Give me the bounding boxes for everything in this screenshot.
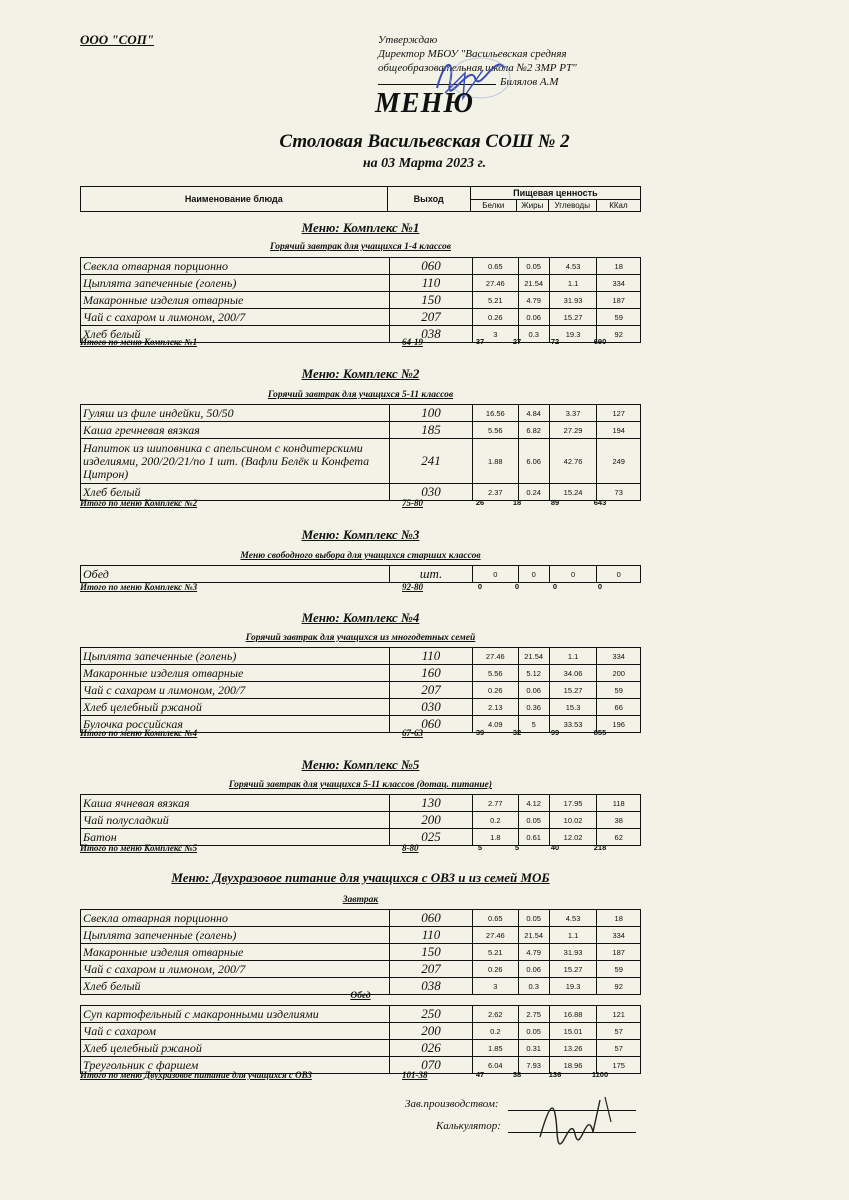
dish-fats: 0.06 xyxy=(518,682,549,699)
total-proteins: 0 xyxy=(477,582,483,591)
table-row xyxy=(81,566,641,583)
total-kcal: 0 xyxy=(597,582,603,591)
dish-fats: 4.12 xyxy=(518,795,549,812)
section-subtitle: Горячий завтрак для учащихся 1-4 классов xyxy=(269,242,452,252)
dish-kcal: 18 xyxy=(597,910,641,927)
total-price: 67-63 xyxy=(402,728,423,738)
dish-proteins: 0.26 xyxy=(472,309,518,326)
total-proteins: 37 xyxy=(475,337,485,346)
dish-proteins: 0.65 xyxy=(472,910,518,927)
dish-fats: 5 xyxy=(518,716,549,733)
table-row xyxy=(81,944,641,961)
dish-carbs: 3.37 xyxy=(549,405,597,422)
total-price: 92-80 xyxy=(402,582,423,592)
dish-name: Хлеб белый xyxy=(81,978,390,995)
twomeal-lunch-table xyxy=(80,1005,641,1074)
dish-proteins: 16.56 xyxy=(472,405,518,422)
total-proteins: 5 xyxy=(477,843,483,852)
dish-kcal: 38 xyxy=(597,812,641,829)
dish-name: Обед xyxy=(81,566,390,583)
dish-fats: 7.93 xyxy=(518,1057,549,1074)
dish-fats: 0 xyxy=(518,566,549,583)
dish-kcal: 187 xyxy=(597,944,641,961)
dish-name: Хлеб белый xyxy=(81,484,390,501)
section-title: Меню: Комплекс №2 xyxy=(301,366,420,381)
column-header-table xyxy=(80,186,641,212)
dish-proteins: 27.46 xyxy=(472,927,518,944)
dish-kcal: 59 xyxy=(597,961,641,978)
dish-output: 070 xyxy=(390,1057,473,1074)
complex2-table xyxy=(80,404,641,501)
dish-name: Напиток из шиповника с апельсином с кондитерскими изделиями, 200/20/21/по 1 шт. (Вафли Белёк и Конфета Цитрон) xyxy=(81,439,390,484)
dish-output: 150 xyxy=(390,944,473,961)
calculator-label: Калькулятор: xyxy=(436,1120,501,1132)
dish-fats: 0.05 xyxy=(518,812,549,829)
page-title: МЕНЮ xyxy=(375,88,474,119)
table-row xyxy=(81,961,641,978)
total-label: Итого по меню Комплекс №1 xyxy=(80,337,198,347)
dish-fats: 6.06 xyxy=(518,439,549,484)
dish-proteins: 0.2 xyxy=(472,1023,518,1040)
dish-proteins: 5.56 xyxy=(472,422,518,439)
dish-carbs: 1.1 xyxy=(549,927,597,944)
dish-output: 207 xyxy=(390,682,473,699)
production-manager-label: Зав.производством: xyxy=(405,1098,499,1110)
dish-name: Чай с сахаром и лимоном, 200/7 xyxy=(81,682,390,699)
total-label: Итого по меню Комплекс №2 xyxy=(80,498,198,508)
dish-proteins: 0.2 xyxy=(472,812,518,829)
dish-kcal: 121 xyxy=(597,1006,641,1023)
dish-fats: 0.06 xyxy=(518,961,549,978)
menu-date: на 03 Марта 2023 г. xyxy=(362,156,487,171)
total-fats: 5 xyxy=(514,843,520,852)
col-proteins-header: Белки xyxy=(470,200,516,212)
table-row xyxy=(81,1006,641,1023)
table-row xyxy=(81,1023,641,1040)
dish-output: 241 xyxy=(390,439,473,484)
dish-carbs: 31.93 xyxy=(549,944,597,961)
dish-name: Цыплята запеченные (голень) xyxy=(81,927,390,944)
dish-proteins: 0.26 xyxy=(472,682,518,699)
dish-carbs: 0 xyxy=(549,566,597,583)
section-subtitle: Горячий завтрак для учащихся 5-11 классов xyxy=(267,390,454,400)
dish-output: 038 xyxy=(390,326,473,343)
col-name-header: Наименование блюда xyxy=(81,187,388,212)
dish-proteins: 5.21 xyxy=(472,292,518,309)
dish-name: Булочка российская xyxy=(81,716,390,733)
dish-kcal: 59 xyxy=(597,309,641,326)
total-carbs: 72 xyxy=(550,337,560,346)
col-nutrition-header: Пищевая ценность xyxy=(470,187,640,200)
dish-name: Цыплята запеченные (голень) xyxy=(81,275,390,292)
dish-output: 250 xyxy=(390,1006,473,1023)
dish-fats: 4.79 xyxy=(518,292,549,309)
dish-output: 060 xyxy=(390,258,473,275)
dish-kcal: 66 xyxy=(597,699,641,716)
dish-carbs: 15.3 xyxy=(549,699,597,716)
twomeal-breakfast-table xyxy=(80,909,641,995)
dish-kcal: 18 xyxy=(597,258,641,275)
total-fats: 0 xyxy=(514,582,520,591)
dish-fats: 0.05 xyxy=(518,258,549,275)
dish-output: 130 xyxy=(390,795,473,812)
table-row xyxy=(81,405,641,422)
dish-proteins: 0.65 xyxy=(472,258,518,275)
dish-proteins: 2.62 xyxy=(472,1006,518,1023)
dish-output: 025 xyxy=(390,829,473,846)
dish-kcal: 118 xyxy=(597,795,641,812)
dish-output: 100 xyxy=(390,405,473,422)
total-carbs: 0 xyxy=(552,582,558,591)
dish-kcal: 73 xyxy=(597,484,641,501)
dish-kcal: 57 xyxy=(597,1023,641,1040)
dish-proteins: 6.04 xyxy=(472,1057,518,1074)
dish-kcal: 334 xyxy=(597,648,641,665)
complex5-total xyxy=(80,843,641,855)
complex2-total xyxy=(80,498,641,510)
total-label: Итого по меню Комплекс №5 xyxy=(80,843,198,853)
total-kcal: 690 xyxy=(593,337,607,346)
section-title: Меню: Комплекс №5 xyxy=(301,757,420,772)
dish-output: 185 xyxy=(390,422,473,439)
dish-carbs: 15.01 xyxy=(549,1023,597,1040)
dish-kcal: 92 xyxy=(597,326,641,343)
canteen-title: Столовая Васильевская СОШ № 2 xyxy=(279,131,570,152)
table-row xyxy=(81,648,641,665)
dish-fats: 5.12 xyxy=(518,665,549,682)
dish-output: 150 xyxy=(390,292,473,309)
dish-output: 207 xyxy=(390,961,473,978)
dish-kcal: 92 xyxy=(597,978,641,995)
dish-kcal: 249 xyxy=(597,439,641,484)
col-carbs-header: Углеводы xyxy=(548,200,596,212)
dish-carbs: 16.88 xyxy=(549,1006,597,1023)
dish-proteins: 2.37 xyxy=(472,484,518,501)
dish-output: 030 xyxy=(390,484,473,501)
total-kcal: 218 xyxy=(593,843,607,852)
dish-carbs: 4.53 xyxy=(549,910,597,927)
dish-fats: 2.75 xyxy=(518,1006,549,1023)
dish-name: Макаронные изделия отварные xyxy=(81,944,390,961)
total-price: 8-80 xyxy=(402,843,419,853)
dish-fats: 4.84 xyxy=(518,405,549,422)
dish-kcal: 127 xyxy=(597,405,641,422)
dish-kcal: 194 xyxy=(597,422,641,439)
dish-output: 038 xyxy=(390,978,473,995)
dish-proteins: 1.8 xyxy=(472,829,518,846)
dish-proteins: 2.13 xyxy=(472,699,518,716)
dish-carbs: 27.29 xyxy=(549,422,597,439)
dish-carbs: 17.95 xyxy=(549,795,597,812)
lunch-label: Обед xyxy=(350,991,371,1001)
dish-carbs: 1.1 xyxy=(549,275,597,292)
dish-carbs: 1.1 xyxy=(549,648,597,665)
dish-proteins: 1.85 xyxy=(472,1040,518,1057)
total-label: Итого по меню Двухразовое питание для учащихся с ОВЗ xyxy=(80,1070,312,1080)
section-title: Меню: Комплекс №4 xyxy=(301,610,420,625)
table-row xyxy=(81,682,641,699)
dish-output: 200 xyxy=(390,812,473,829)
col-fats-header: Жиры xyxy=(516,200,548,212)
table-row xyxy=(81,910,641,927)
dish-carbs: 34.06 xyxy=(549,665,597,682)
dish-name: Чай с сахаром и лимоном, 200/7 xyxy=(81,961,390,978)
dish-name: Цыплята запеченные (голень) xyxy=(81,648,390,665)
table-row xyxy=(81,795,641,812)
dish-fats: 6.82 xyxy=(518,422,549,439)
dish-carbs: 15.27 xyxy=(549,682,597,699)
section-subtitle: Меню свободного выбора для учащихся старших классов xyxy=(240,551,481,561)
dish-fats: 0.05 xyxy=(518,1023,549,1040)
table-row xyxy=(81,1040,641,1057)
dish-fats: 21.54 xyxy=(518,648,549,665)
dish-carbs: 15.24 xyxy=(549,484,597,501)
total-proteins: 47 xyxy=(475,1070,485,1079)
dish-kcal: 57 xyxy=(597,1040,641,1057)
dish-kcal: 187 xyxy=(597,292,641,309)
dish-proteins: 5.56 xyxy=(472,665,518,682)
dish-output: 110 xyxy=(390,275,473,292)
total-carbs: 136 xyxy=(548,1070,562,1079)
twomeal-total xyxy=(80,1070,641,1082)
dish-fats: 0.3 xyxy=(518,326,549,343)
dish-proteins: 4.09 xyxy=(472,716,518,733)
dish-output: 110 xyxy=(390,927,473,944)
dish-kcal: 334 xyxy=(597,927,641,944)
dish-carbs: 19.3 xyxy=(549,326,597,343)
dish-fats: 21.54 xyxy=(518,927,549,944)
approval-line: Директор МБОУ "Васильевская средняя xyxy=(378,48,567,60)
dish-proteins: 27.46 xyxy=(472,648,518,665)
total-carbs: 89 xyxy=(550,498,560,507)
total-proteins: 26 xyxy=(475,498,485,507)
dish-name: Макаронные изделия отварные xyxy=(81,665,390,682)
table-row xyxy=(81,275,641,292)
dish-output: 026 xyxy=(390,1040,473,1057)
complex1-total xyxy=(80,337,641,349)
dish-carbs: 19.3 xyxy=(549,978,597,995)
dish-carbs: 12.02 xyxy=(549,829,597,846)
approval-line: Утверждаю xyxy=(378,34,438,46)
dish-name: Каша ячневая вязкая xyxy=(81,795,390,812)
col-output-header: Выход xyxy=(387,187,470,212)
dish-output: шт. xyxy=(390,566,473,583)
dish-name: Каша гречневая вязкая xyxy=(81,422,390,439)
dish-name: Макаронные изделия отварные xyxy=(81,292,390,309)
total-fats: 32 xyxy=(512,728,522,737)
dish-output: 160 xyxy=(390,665,473,682)
table-row xyxy=(81,258,641,275)
total-carbs: 99 xyxy=(550,728,560,737)
dish-proteins: 2.77 xyxy=(472,795,518,812)
dish-output: 110 xyxy=(390,648,473,665)
dish-proteins: 0 xyxy=(472,566,518,583)
dish-name: Суп картофельный с макаронными изделиями xyxy=(81,1006,390,1023)
table-row xyxy=(81,439,641,484)
table-row xyxy=(81,422,641,439)
dish-proteins: 1.88 xyxy=(472,439,518,484)
dish-fats: 0.24 xyxy=(518,484,549,501)
dish-output: 060 xyxy=(390,716,473,733)
total-price: 101-38 xyxy=(402,1070,428,1080)
complex3-table xyxy=(80,565,641,583)
dish-fats: 0.3 xyxy=(518,978,549,995)
dish-fats: 0.05 xyxy=(518,910,549,927)
dish-name: Свекла отварная порционно xyxy=(81,910,390,927)
total-price: 64-19 xyxy=(402,337,423,347)
dish-kcal: 334 xyxy=(597,275,641,292)
dish-carbs: 13.26 xyxy=(549,1040,597,1057)
dish-proteins: 27.46 xyxy=(472,275,518,292)
table-row xyxy=(81,309,641,326)
company-name: ООО "СОП" xyxy=(80,32,155,47)
dish-carbs: 42.76 xyxy=(549,439,597,484)
total-price: 75-80 xyxy=(402,498,423,508)
dish-proteins: 0.26 xyxy=(472,961,518,978)
dish-proteins: 3 xyxy=(472,326,518,343)
dish-kcal: 196 xyxy=(597,716,641,733)
total-proteins: 39 xyxy=(475,728,485,737)
dish-carbs: 18.96 xyxy=(549,1057,597,1074)
dish-proteins: 3 xyxy=(472,978,518,995)
dish-kcal: 0 xyxy=(597,566,641,583)
table-row xyxy=(81,665,641,682)
dish-fats: 4.79 xyxy=(518,944,549,961)
signer-name: Билялов А.М xyxy=(500,76,559,88)
dish-kcal: 62 xyxy=(597,829,641,846)
section-title: Меню: Комплекс №1 xyxy=(301,220,420,235)
total-kcal: 855 xyxy=(593,728,607,737)
table-row xyxy=(81,699,641,716)
complex1-table xyxy=(80,257,641,343)
dish-output: 207 xyxy=(390,309,473,326)
complex5-table xyxy=(80,794,641,846)
total-fats: 27 xyxy=(512,337,522,346)
dish-name: Чай с сахаром xyxy=(81,1023,390,1040)
complex4-total xyxy=(80,728,641,740)
dish-name: Чай с сахаром и лимоном, 200/7 xyxy=(81,309,390,326)
dish-name: Хлеб белый xyxy=(81,326,390,343)
total-fats: 18 xyxy=(512,498,522,507)
total-kcal: 643 xyxy=(593,498,607,507)
table-row xyxy=(81,812,641,829)
dish-output: 060 xyxy=(390,910,473,927)
dish-name: Батон xyxy=(81,829,390,846)
total-fats: 38 xyxy=(512,1070,522,1079)
dish-carbs: 15.27 xyxy=(549,961,597,978)
dish-carbs: 33.53 xyxy=(549,716,597,733)
section-title: Меню: Комплекс №3 xyxy=(301,527,420,542)
section-subtitle: Горячий завтрак для учащихся 5-11 классов (дотац. питание) xyxy=(228,780,493,790)
total-kcal: 1100 xyxy=(591,1070,609,1079)
breakfast-label: Завтрак xyxy=(342,895,379,905)
complex4-table xyxy=(80,647,641,733)
dish-name: Гуляш из филе индейки, 50/50 xyxy=(81,405,390,422)
col-kcal-header: ККал xyxy=(596,200,640,212)
dish-name: Хлеб целебный ржаной xyxy=(81,699,390,716)
dish-fats: 21.54 xyxy=(518,275,549,292)
dish-name: Треугольник с фаршем xyxy=(81,1057,390,1074)
dish-output: 030 xyxy=(390,699,473,716)
dish-output: 200 xyxy=(390,1023,473,1040)
dish-proteins: 5.21 xyxy=(472,944,518,961)
dish-carbs: 15.27 xyxy=(549,309,597,326)
complex3-total xyxy=(80,582,641,594)
total-label: Итого по меню Комплекс №4 xyxy=(80,728,198,738)
dish-kcal: 59 xyxy=(597,682,641,699)
dish-fats: 0.36 xyxy=(518,699,549,716)
total-carbs: 40 xyxy=(550,843,560,852)
dish-kcal: 175 xyxy=(597,1057,641,1074)
dish-carbs: 10.02 xyxy=(549,812,597,829)
dish-kcal: 200 xyxy=(597,665,641,682)
dish-name: Хлеб целебный ржаной xyxy=(81,1040,390,1057)
table-row xyxy=(81,292,641,309)
dish-fats: 0.61 xyxy=(518,829,549,846)
approval-line: общеобразовательная школа №2 ЗМР РТ" xyxy=(378,62,577,74)
dish-carbs: 4.53 xyxy=(549,258,597,275)
section-subtitle: Горячий завтрак для учащихся из многодетных семей xyxy=(245,633,476,643)
calculator-signature-icon xyxy=(525,1092,620,1152)
dish-fats: 0.06 xyxy=(518,309,549,326)
dish-fats: 0.31 xyxy=(518,1040,549,1057)
table-row xyxy=(81,927,641,944)
section-title: Меню: Двухразовое питание для учащихся с ОВЗ и из семей МОБ xyxy=(171,870,550,885)
dish-name: Свекла отварная порционно xyxy=(81,258,390,275)
dish-name: Чай полусладкий xyxy=(81,812,390,829)
dish-carbs: 31.93 xyxy=(549,292,597,309)
total-label: Итого по меню Комплекс №3 xyxy=(80,582,198,592)
